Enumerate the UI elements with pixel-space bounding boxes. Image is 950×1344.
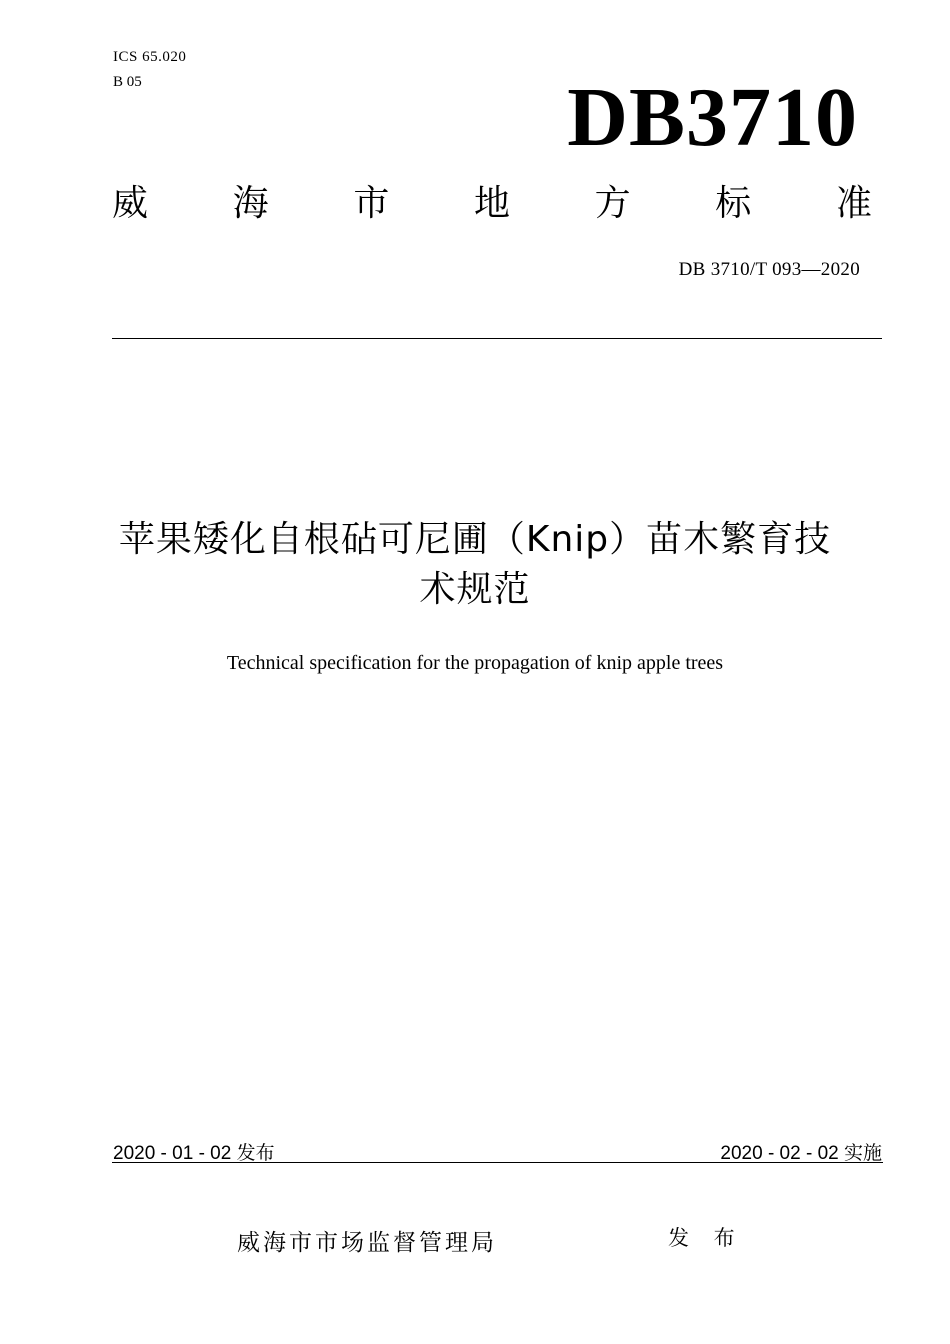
english-title: Technical specification for the propagation of knip apple trees: [226, 652, 724, 674]
standard-type-char: 海: [232, 183, 269, 224]
implementation-date: 2020 - 02 - 02 实施: [720, 1143, 882, 1164]
issue-label: 发 布: [668, 1226, 744, 1250]
issue-date: 2020 - 01 - 02 发布: [113, 1143, 275, 1164]
standard-type-char: 标: [715, 183, 752, 224]
bottom-divider: [112, 1162, 883, 1163]
standard-type-char: 准: [835, 183, 872, 224]
top-divider: [112, 338, 882, 339]
standard-type-char: 方: [594, 183, 631, 224]
standard-number: DB 3710/T 093—2020: [678, 259, 860, 280]
issuing-authority: 威海市市场监督管理局: [237, 1230, 497, 1256]
standard-type-char: 市: [353, 183, 390, 224]
standard-code-logo: DB3710: [567, 71, 858, 164]
chinese-title: [70, 515, 880, 615]
chinese-title-line-1: 苹果矮化自根砧可尼圃（Knip）苗木繁育技: [118, 519, 832, 560]
standard-type: [112, 183, 872, 224]
chinese-title-line-2: 术规范: [419, 569, 531, 610]
standard-type-char: 威: [112, 183, 149, 224]
ics-code: ICS 65.020: [113, 49, 187, 65]
ccs-code: B 05: [113, 74, 142, 90]
standard-type-char: 地: [473, 183, 510, 224]
